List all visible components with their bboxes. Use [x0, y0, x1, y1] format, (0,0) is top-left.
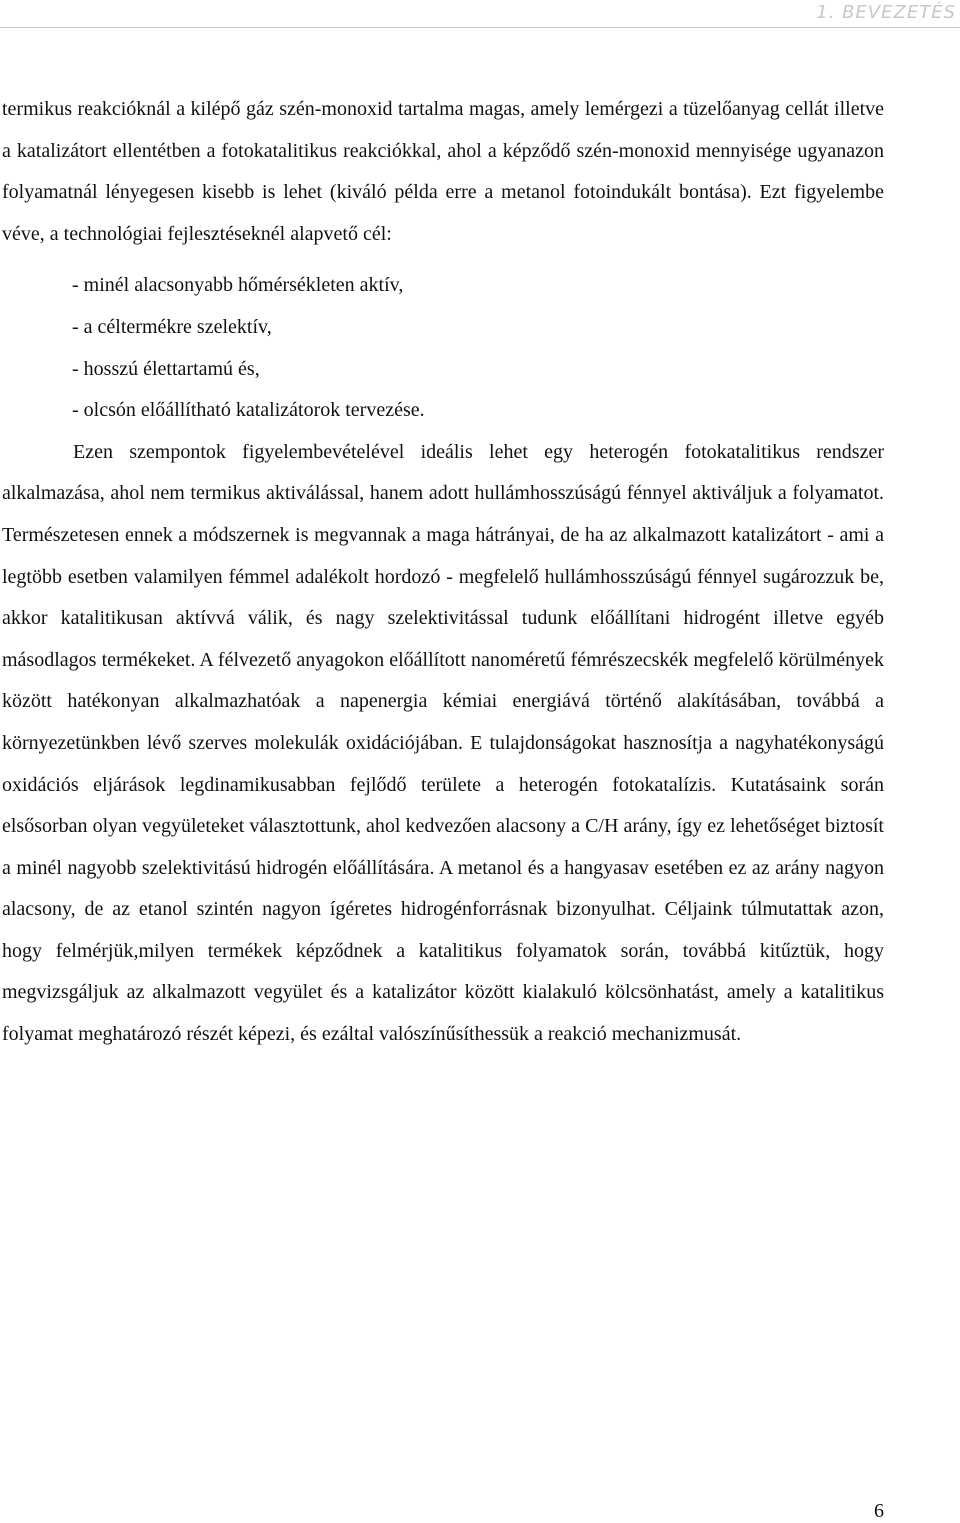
paragraph-1: termikus reakcióknál a kilépő gáz szén-monoxid tartalma magas, amely lemérgezi a tüzelőanyag cellát illetve a katalizátort ellentétben a fotokatalitikus reakciókkal, ahol a képződő szén-monoxid mennyisége ugyanazon folyamatnál lényegesen kisebb is lehet (kiváló példa erre a metanol fotoindukált bontása). Ezt figyelembe véve, a technológiai fejlesztéseknél alapvető cél:: [2, 98, 884, 245]
list-spacer-top: [2, 255, 884, 265]
chapter-title: 1. BEVEZETÉS: [816, 2, 956, 23]
page-number: 6: [874, 1500, 884, 1522]
page-content: [2, 89, 884, 1056]
list-item: - hosszú élettartamú és,: [72, 357, 260, 380]
header-rule: [0, 27, 960, 28]
list-item: - olcsón előállítható katalizátorok tervezése.: [72, 399, 425, 422]
page-header: [0, 0, 960, 30]
list-item: - minél alacsonyabb hőmérsékleten aktív,: [72, 274, 404, 297]
goal-list: [2, 265, 884, 431]
paragraph-2: Ezen szempontok figyelembevételével ideális lehet egy heterogén fotokatalitikus rendszer alkalmazása, ahol nem termikus aktiválással, hanem adott hullámhosszúságú fénnyel aktiváljuk a folyamatot. Természetesen ennek a módszernek is megvannak a maga hátrányai, de ha az alkalmazott katalizátort - ami a legtöbb esetben valamilyen fémmel adalékolt hordozó - megfelelő hullámhosszúságú fénnyel sugározzuk be, akkor katalitikusan aktívvá válik, és nagy szelektivitással tudunk előállítani hidrogént illetve egyéb másodlagos termékeket. A félvezető anyagokon előállított nanoméretű fémrészecskék megfelelő körülmények között hatékonyan alkalmazhatóak a napenergia kémiai energiává történő alakításában, továbbá a környezetünkben lévő szerves molekulák oxidációjában. E tulajdonságokat hasznosítja a nagyhatékonyságú oxidációs eljárások legdinamikusabban fejlődő területe a heterogén fotokatalízis. Kutatásaink során elsősorban olyan vegyületeket választottunk, ahol kedvezően alacsony a C/H arány, így ez lehetőséget biztosít a minél nagyobb szelektivitású hidrogén előállítására. A metanol és a hangyasav esetében ez az arány nagyon alacsony, de az etanol szintén nagyon ígéretes hidrogénforrásnak bizonyulhat. Céljaink túlmutattak azon, hogy felmérjük,milyen termékek képződnek a katalitikus folyamatok során, továbbá kitűztük, hogy megvizsgáljuk az alkalmazott vegyület és a katalizátor között kialakuló kölcsönhatást, amely a katalitikus folyamat meghatározó részét képezi, és ezáltal valószínűsíthessük a reakció mechanizmusát.: [2, 440, 884, 1046]
list-item: - a céltermékre szelektív,: [72, 315, 272, 338]
